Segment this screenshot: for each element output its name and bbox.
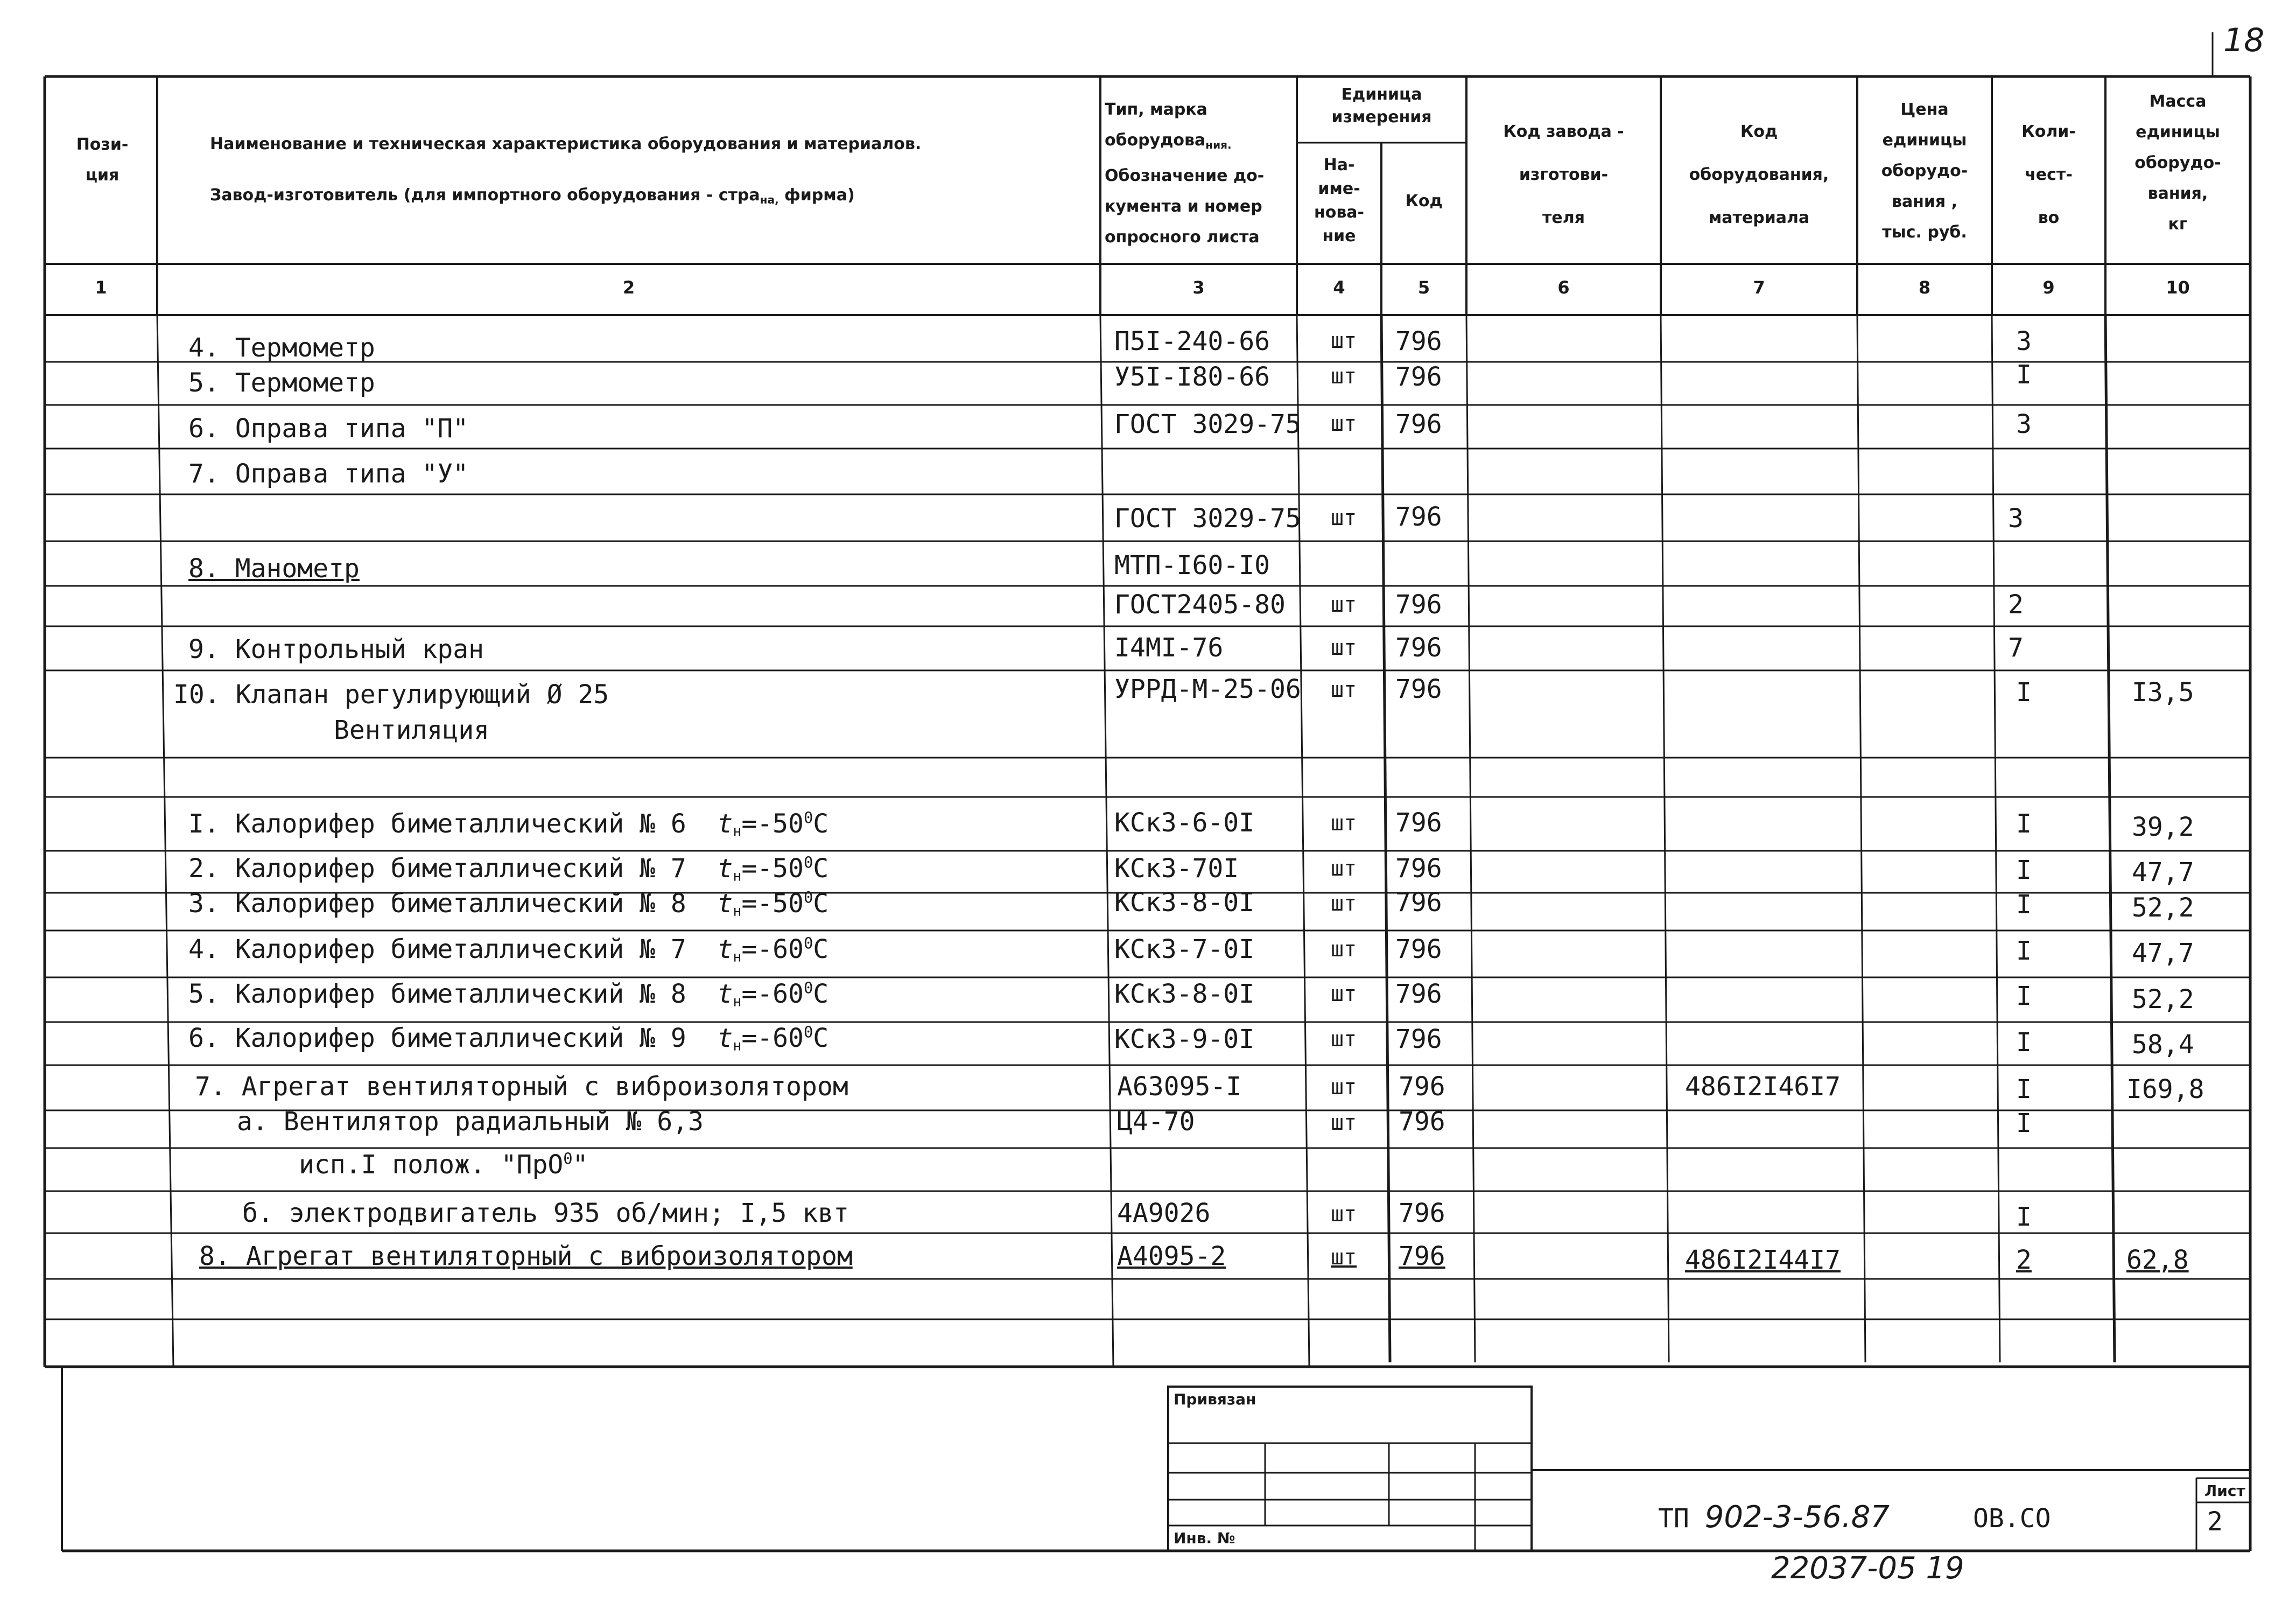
sheet-number: 2 bbox=[2207, 1507, 2223, 1537]
row-qty: I bbox=[2016, 1202, 2032, 1232]
header-col10-line: вания, bbox=[2147, 184, 2208, 203]
header-col4-line: име- bbox=[1318, 179, 1360, 198]
row-unit: шт bbox=[1331, 411, 1357, 436]
row-qty: 3 bbox=[2016, 326, 2032, 356]
temp-unit: C bbox=[813, 809, 829, 839]
row-qty: I bbox=[2016, 1027, 2032, 1058]
archive-number: 22037-05 19 bbox=[1771, 1551, 1964, 1586]
row-code: 796 bbox=[1395, 808, 1442, 838]
header-col-type bbox=[1105, 94, 1296, 253]
row-code: 796 bbox=[1395, 674, 1442, 704]
header-unit-line: Единица bbox=[1341, 85, 1422, 104]
row-type: КСк3-6-0I bbox=[1114, 808, 1255, 838]
heater-temp: =-50 bbox=[741, 809, 804, 839]
row-code: 796 bbox=[1399, 1198, 1445, 1228]
header-col-price bbox=[1857, 94, 1992, 248]
row-type: ГОСТ 3029-75 bbox=[1114, 503, 1301, 534]
temp-degree: 0 bbox=[803, 1023, 813, 1041]
row-code: 796 bbox=[1399, 1241, 1445, 1271]
row-name: 7. Оправа типа "У" bbox=[188, 459, 469, 489]
heater-name: 2. Калорифер биметаллический № 7 bbox=[188, 854, 686, 884]
heater-name: 5. Калорифер биметаллический № 8 bbox=[188, 979, 686, 1009]
header-col6-line: изготови- bbox=[1519, 165, 1609, 184]
column-number: 10 bbox=[2166, 277, 2190, 298]
column-number: 8 bbox=[1918, 277, 1931, 298]
header-col4-line: На- bbox=[1323, 156, 1355, 174]
header-col-name bbox=[162, 118, 1147, 226]
row-name: 4. Термометр bbox=[188, 333, 375, 363]
row-mass: 52,2 bbox=[2132, 893, 2194, 923]
temp-symbol: t bbox=[717, 809, 733, 839]
header-col10-line: Масса bbox=[2149, 92, 2207, 111]
temp-unit: C bbox=[813, 934, 829, 964]
header-col2-line2-b: фирма) bbox=[778, 186, 855, 205]
header-col-mass bbox=[2105, 86, 2250, 240]
row-mass: 39,2 bbox=[2132, 812, 2194, 842]
column-number: 4 bbox=[1333, 277, 1345, 298]
header-col2-line2-a: Завод-изготовитель (для импортного оборудования - стра bbox=[210, 186, 760, 205]
row-unit: шт bbox=[1331, 635, 1357, 660]
temp-symbol: t bbox=[717, 934, 733, 964]
heater-name: 3. Калорифер биметаллический № 8 bbox=[188, 889, 686, 919]
header-col6-line: теля bbox=[1542, 208, 1585, 227]
header-col2-line1: Наименование и техническая характеристика оборудования и материалов. bbox=[210, 135, 922, 153]
temp-degree: 0 bbox=[803, 853, 813, 872]
row-code: 796 bbox=[1399, 1107, 1445, 1137]
column-number: 9 bbox=[2042, 277, 2055, 298]
header-col9-line: Коли- bbox=[2021, 122, 2076, 141]
stamp-bound-label: Привязан bbox=[1174, 1390, 1256, 1408]
row-name bbox=[188, 979, 828, 1010]
header-col3-line: опросного листа bbox=[1105, 228, 1260, 247]
row-qty: I bbox=[2016, 677, 2032, 708]
sheet-label: Лист bbox=[2204, 1482, 2245, 1500]
row-unit: шт bbox=[1331, 856, 1357, 881]
row-unit: шт bbox=[1331, 1245, 1357, 1270]
row-qty: I bbox=[2016, 1074, 2032, 1104]
row-type: 4А9026 bbox=[1117, 1198, 1211, 1228]
row-type: КСк3-9-0I bbox=[1114, 1024, 1255, 1054]
heater-temp: =-50 bbox=[741, 889, 804, 919]
stamp-inventory-label: Инв. № bbox=[1174, 1529, 1235, 1547]
row-qty: 7 bbox=[2008, 633, 2024, 663]
header-col7-line: Код bbox=[1740, 122, 1778, 141]
header-col8-line: оборудо- bbox=[1881, 162, 1968, 180]
header-col8-line: тыс. руб. bbox=[1882, 223, 1967, 242]
row-code: 796 bbox=[1399, 1072, 1445, 1102]
row-name: 7. Агрегат вентиляторный с виброизолятором bbox=[195, 1072, 848, 1102]
row-mass: 58,4 bbox=[2132, 1030, 2194, 1060]
row-code: 796 bbox=[1395, 1024, 1442, 1054]
row-type: КСк3-7-0I bbox=[1114, 934, 1255, 964]
row-name: 6. Оправа типа "П" bbox=[188, 414, 469, 444]
column-number: 5 bbox=[1417, 277, 1430, 298]
row-qty: I bbox=[2016, 981, 2032, 1011]
header-col6-line: Код завода - bbox=[1503, 122, 1624, 141]
row-code: 796 bbox=[1395, 362, 1442, 392]
header-unit-group bbox=[1297, 83, 1466, 129]
header-col8-line: Цена bbox=[1900, 100, 1949, 119]
row-name: 9. Контрольный кран bbox=[188, 634, 485, 664]
row-qty: I bbox=[2016, 936, 2032, 966]
row-type: П5I-240-66 bbox=[1114, 326, 1270, 356]
column-number: 3 bbox=[1192, 277, 1205, 298]
header-col9-line: чест- bbox=[2025, 165, 2073, 184]
row-name bbox=[188, 809, 828, 840]
column-number: 2 bbox=[622, 277, 635, 298]
header-col1-line: ция bbox=[85, 166, 120, 185]
row-unit: шт bbox=[1331, 364, 1357, 389]
header-col2-line2-sub: на, bbox=[760, 193, 779, 206]
row-type: А4095-2 bbox=[1117, 1241, 1226, 1271]
header-col3-line1: Тип, марка bbox=[1105, 100, 1207, 119]
row-code: 796 bbox=[1395, 887, 1442, 918]
row-unit: шт bbox=[1331, 1075, 1357, 1100]
temp-unit: C bbox=[813, 1023, 829, 1053]
row-unit: шт bbox=[1331, 592, 1357, 617]
row-unit: шт bbox=[1331, 982, 1357, 1006]
row-code: 796 bbox=[1395, 633, 1442, 663]
row-type: У5I-I80-66 bbox=[1114, 362, 1270, 392]
row-qty: 3 bbox=[2016, 409, 2032, 439]
row-name-text: исп.I полож. "ПрО bbox=[299, 1150, 564, 1180]
temp-symbol: t bbox=[717, 979, 733, 1009]
header-col4-line: нова- bbox=[1314, 203, 1365, 222]
row-qty: I bbox=[2016, 1108, 2032, 1138]
row-mass: I3,5 bbox=[2132, 677, 2194, 708]
row-name: 8. Манометр bbox=[188, 554, 360, 584]
row-name bbox=[299, 1150, 588, 1180]
row-mass: 52,2 bbox=[2132, 984, 2194, 1015]
row-type: УРРД-М-25-06 bbox=[1114, 674, 1301, 704]
row-code: 796 bbox=[1395, 854, 1442, 884]
header-unit-line: измерения bbox=[1331, 108, 1432, 127]
temp-degree: 0 bbox=[803, 934, 813, 953]
row-type: КСк3-8-0I bbox=[1114, 979, 1255, 1009]
row-name: I0. Клапан регулирующий Ø 25 bbox=[173, 680, 609, 710]
temp-degree: 0 bbox=[803, 808, 813, 827]
row-name: а. Вентилятор радиальный № 6,3 bbox=[237, 1107, 704, 1137]
header-col3-line: кумента и номер bbox=[1105, 197, 1262, 216]
row-name-sup: 0 bbox=[563, 1149, 573, 1168]
row-qty: I bbox=[2016, 360, 2032, 390]
row-qty: I bbox=[2016, 809, 2032, 839]
header-col-equipment-code bbox=[1661, 110, 1857, 240]
temp-unit: C bbox=[813, 979, 829, 1009]
sheet-corner-number: 18 bbox=[2223, 22, 2265, 59]
row-type: А63095-I bbox=[1117, 1072, 1242, 1102]
header-col10-line: кг bbox=[2168, 215, 2188, 234]
row-unit: шт bbox=[1331, 328, 1357, 353]
row-unit: шт bbox=[1331, 937, 1357, 962]
row-mass: 47,7 bbox=[2132, 938, 2194, 968]
row-type: Ц4-70 bbox=[1117, 1107, 1195, 1137]
row-qty: 3 bbox=[2008, 503, 2024, 534]
row-name bbox=[188, 1023, 828, 1054]
row-unit: шт bbox=[1331, 677, 1357, 702]
temp-unit: C bbox=[813, 889, 829, 919]
row-qty: 2 bbox=[2008, 590, 2024, 620]
row-name-end: " bbox=[572, 1150, 588, 1180]
row-code: 796 bbox=[1395, 590, 1442, 620]
column-number: 6 bbox=[1557, 277, 1570, 298]
header-col4-line: ние bbox=[1322, 227, 1356, 246]
row-type: ГОСТ 3029-75 bbox=[1114, 409, 1301, 439]
temp-sub: н bbox=[733, 1037, 742, 1054]
header-col3-line2 bbox=[1105, 125, 1296, 160]
row-unit: шт bbox=[1331, 1027, 1357, 1052]
header-col-unit-code: Код bbox=[1405, 192, 1443, 211]
temp-symbol: t bbox=[717, 889, 733, 919]
row-name: 5. Термометр bbox=[188, 368, 375, 398]
header-col3-line2-sub: ния. bbox=[1205, 138, 1232, 151]
temp-symbol: t bbox=[717, 1023, 733, 1053]
temp-symbol: t bbox=[717, 854, 733, 884]
row-equipment-code: 486I2I46I7 bbox=[1685, 1072, 1841, 1102]
row-name bbox=[188, 934, 828, 966]
heater-name: I. Калорифер биметаллический № 6 bbox=[188, 809, 686, 839]
temp-sub: н bbox=[733, 903, 742, 920]
row-qty: I bbox=[2016, 890, 2032, 920]
temp-sub: н bbox=[733, 948, 742, 966]
heater-temp: =-60 bbox=[741, 1023, 804, 1053]
temp-degree: 0 bbox=[803, 888, 813, 907]
row-mass: I69,8 bbox=[2126, 1074, 2204, 1104]
row-type: I4МI-76 bbox=[1114, 633, 1224, 663]
header-col-position bbox=[48, 129, 156, 191]
row-qty: I bbox=[2016, 855, 2032, 885]
row-code: 796 bbox=[1395, 502, 1442, 532]
heater-name: 6. Калорифер биметаллический № 9 bbox=[188, 1023, 686, 1053]
column-number: 1 bbox=[95, 277, 107, 298]
header-col1-line: Пози- bbox=[76, 135, 129, 154]
row-unit: шт bbox=[1331, 1110, 1357, 1135]
row-type: КСк3-70I bbox=[1114, 854, 1239, 884]
row-mass: 47,7 bbox=[2132, 857, 2194, 887]
temp-unit: C bbox=[813, 854, 829, 884]
row-type: ГОСТ2405-80 bbox=[1114, 590, 1286, 620]
doc-code-number: 902-3-56.87 bbox=[1704, 1500, 1890, 1535]
header-col2-line2 bbox=[210, 170, 1147, 226]
row-unit: шт bbox=[1331, 506, 1357, 530]
doc-code-prefix: ТП bbox=[1658, 1503, 1689, 1534]
header-col7-line: оборудования, bbox=[1689, 165, 1829, 184]
row-type: МТП-I60-I0 bbox=[1114, 550, 1270, 580]
doc-code bbox=[1658, 1500, 1890, 1535]
row-type: КСк3-8-0I bbox=[1114, 887, 1255, 918]
header-col-unit-name bbox=[1297, 153, 1381, 248]
row-name: б. электродвигатель 935 об/мин; I,5 квт bbox=[242, 1198, 849, 1228]
row-mass: 62,8 bbox=[2126, 1245, 2189, 1275]
row-unit: шт bbox=[1331, 811, 1357, 836]
header-col3-line2-a: оборудова bbox=[1105, 131, 1206, 150]
heater-temp: =-60 bbox=[741, 934, 804, 964]
heater-temp: =-50 bbox=[741, 854, 804, 884]
header-col10-line: оборудо- bbox=[2134, 153, 2221, 172]
header-col8-line: вания , bbox=[1891, 192, 1958, 211]
temp-sub: н bbox=[733, 993, 742, 1010]
header-col10-line: единицы bbox=[2136, 123, 2220, 142]
header-col-factory-code bbox=[1466, 110, 1661, 240]
row-qty: 2 bbox=[2016, 1245, 2032, 1275]
header-col7-line: материала bbox=[1708, 208, 1810, 227]
section-title: Вентиляция bbox=[334, 715, 489, 745]
temp-sub: н bbox=[733, 868, 742, 885]
heater-temp: =-60 bbox=[741, 979, 804, 1009]
row-unit: шт bbox=[1331, 1202, 1357, 1227]
row-name bbox=[188, 889, 828, 920]
row-code: 796 bbox=[1395, 979, 1442, 1009]
temp-degree: 0 bbox=[803, 978, 813, 997]
row-unit: шт bbox=[1331, 891, 1357, 916]
row-equipment-code: 486I2I44I7 bbox=[1685, 1245, 1841, 1275]
column-number: 7 bbox=[1753, 277, 1765, 298]
header-col-quantity bbox=[1992, 110, 2105, 240]
row-name: 8. Агрегат вентиляторный с виброизолятором bbox=[199, 1241, 853, 1271]
header-col8-line: единицы bbox=[1882, 131, 1967, 150]
temp-sub: н bbox=[733, 823, 742, 840]
heater-name: 4. Калорифер биметаллический № 7 bbox=[188, 934, 686, 964]
doc-suffix: ОВ.СО bbox=[1973, 1503, 2051, 1534]
header-col9-line: во bbox=[2038, 208, 2060, 227]
row-code: 796 bbox=[1395, 934, 1442, 964]
header-col3-line: Обозначение до- bbox=[1105, 166, 1265, 185]
row-code: 796 bbox=[1395, 409, 1442, 439]
row-code: 796 bbox=[1395, 326, 1442, 356]
row-name bbox=[188, 854, 828, 885]
